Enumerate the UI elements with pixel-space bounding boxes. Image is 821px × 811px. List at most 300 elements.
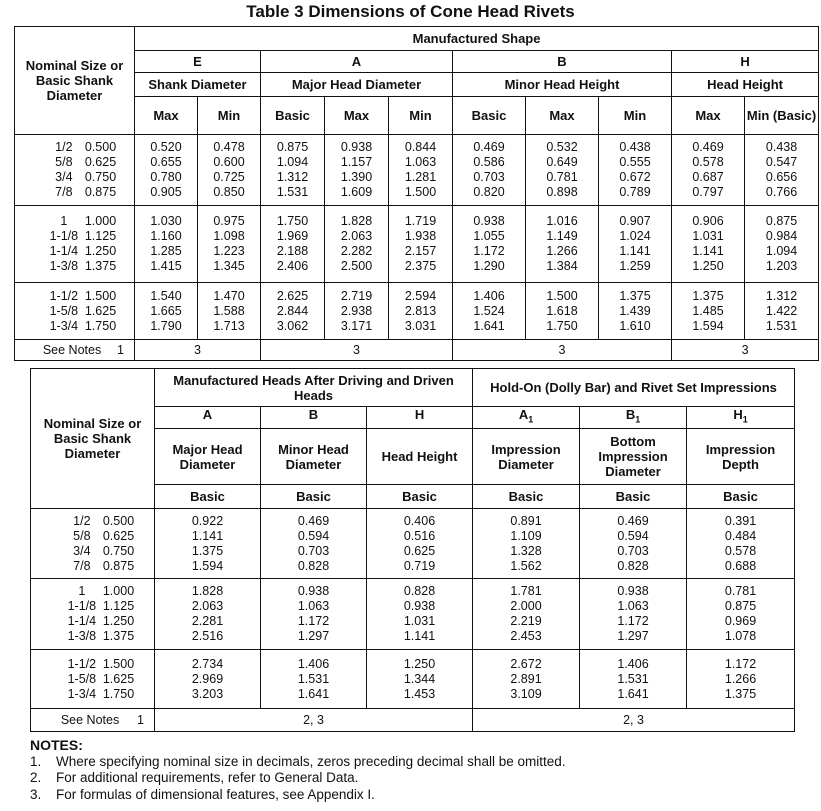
value-cell <box>198 283 261 340</box>
size-line <box>15 170 134 185</box>
value: 0.703 <box>617 543 649 558</box>
size-line <box>15 229 134 244</box>
fraction-size: 1 <box>78 584 86 598</box>
value: 1.290 <box>473 259 505 273</box>
fraction-size: 1-3/4 <box>49 318 79 333</box>
size-line <box>31 629 154 644</box>
value: 1.172 <box>297 614 330 628</box>
subcolumn-header: Basic <box>261 97 325 135</box>
note-item <box>30 754 566 771</box>
value: 1.439 <box>619 303 651 318</box>
value-cell <box>745 206 819 283</box>
value: 0.600 <box>213 155 245 169</box>
value: 2.516 <box>191 629 224 643</box>
col-letter <box>155 407 261 429</box>
value: 2.594 <box>404 288 437 303</box>
notes-heading: NOTES: <box>30 737 83 753</box>
value: 1.031 <box>692 229 724 243</box>
minor-head-height-header: Minor Head Height <box>453 73 672 97</box>
size-line <box>15 214 134 229</box>
value-cell <box>367 650 473 709</box>
value: 1.157 <box>340 155 373 169</box>
value: 3.109 <box>510 686 542 701</box>
decimal-size: 1.250 <box>102 614 135 628</box>
value-cell <box>261 283 325 340</box>
nominal-size-cell <box>15 135 135 206</box>
notes-section <box>30 737 566 803</box>
value-cell <box>745 283 819 340</box>
subcolumn-header: Max <box>672 97 745 135</box>
fraction-size: 7/8 <box>55 185 73 199</box>
value: 2.500 <box>340 259 373 273</box>
see-notes-label: See Notes <box>42 343 102 357</box>
page-title: Table 3 Dimensions of Cone Head Rivets <box>246 2 575 21</box>
fraction-size: 1-1/2 <box>49 288 79 303</box>
value: 0.891 <box>510 513 542 528</box>
value: 1.781 <box>510 584 542 598</box>
value: 0.625 <box>403 543 436 558</box>
fraction-size: 1-1/4 <box>49 244 79 258</box>
value: 0.875 <box>724 599 757 613</box>
value: 2.282 <box>340 244 373 258</box>
value: 1.375 <box>692 288 724 303</box>
fraction-size: 1/2 <box>73 513 91 528</box>
nominal-size-cell <box>31 579 155 650</box>
value-cell <box>599 206 672 283</box>
value: 1.259 <box>619 259 651 273</box>
value: 0.649 <box>546 155 578 169</box>
value: 0.438 <box>765 140 798 154</box>
value-cell <box>599 135 672 206</box>
note-item <box>30 787 566 804</box>
value-cell <box>672 206 745 283</box>
fraction-size: 1-1/2 <box>67 656 97 671</box>
value: 0.484 <box>724 528 757 543</box>
decimal-size: 1.625 <box>84 303 117 318</box>
value: 1.281 <box>404 170 437 184</box>
value-cell <box>473 579 580 650</box>
subcolumn-header: Max <box>325 97 389 135</box>
decimal-size: 0.875 <box>84 185 117 199</box>
value: 2.453 <box>510 629 542 643</box>
col-letter-subscript: 1 <box>742 414 748 425</box>
fraction-size: 1-1/8 <box>49 229 79 243</box>
notes-ref: 3 <box>135 340 261 361</box>
note-item <box>30 770 566 787</box>
value: 1.312 <box>765 288 798 303</box>
value: 1.524 <box>473 303 505 318</box>
value: 1.094 <box>765 244 798 258</box>
value: 0.594 <box>297 528 330 543</box>
decimal-size: 1.125 <box>84 229 117 243</box>
fraction-size: 5/8 <box>55 155 73 169</box>
subcolumn-header: Min <box>389 97 453 135</box>
value: 1.030 <box>150 214 182 228</box>
column-name-header: Impression Diameter <box>473 429 580 485</box>
size-line <box>15 304 134 319</box>
value-cell <box>325 135 389 206</box>
size-group-row <box>31 509 795 579</box>
value-cell <box>135 135 198 206</box>
value: 1.531 <box>297 671 330 686</box>
size-line <box>15 319 134 334</box>
value-cell <box>198 206 261 283</box>
size-line <box>15 244 134 259</box>
subcolumn-header: Basic <box>155 485 261 509</box>
value: 3.171 <box>340 318 373 333</box>
value: 1.172 <box>724 656 757 671</box>
value: 1.828 <box>191 584 224 598</box>
see-notes-label: See Notes <box>60 713 120 727</box>
value-cell <box>261 579 367 650</box>
value: 1.531 <box>617 671 649 686</box>
value-cell <box>453 135 526 206</box>
value: 0.703 <box>473 170 505 184</box>
decimal-size: 0.500 <box>102 513 135 528</box>
nominal-size-cell <box>31 509 155 579</box>
value: 0.844 <box>404 140 437 154</box>
value: 0.578 <box>692 155 724 169</box>
value: 2.938 <box>340 303 373 318</box>
value: 2.281 <box>191 614 224 628</box>
value: 1.266 <box>724 671 757 686</box>
value: 1.384 <box>546 259 578 273</box>
value: 0.703 <box>297 543 330 558</box>
value: 1.078 <box>724 629 757 643</box>
value: 1.098 <box>213 229 245 243</box>
value: 0.820 <box>473 185 505 199</box>
value: 0.516 <box>403 528 436 543</box>
value: 0.547 <box>765 155 798 169</box>
decimal-size: 1.375 <box>102 629 135 643</box>
value: 0.688 <box>724 558 757 573</box>
value: 1.109 <box>510 528 542 543</box>
value: 2.375 <box>404 259 437 273</box>
subcolumn-header: Basic <box>261 485 367 509</box>
value: 1.250 <box>403 656 436 671</box>
value: 1.422 <box>765 303 798 318</box>
value-cell <box>261 509 367 579</box>
value: 1.149 <box>546 229 578 243</box>
value: 1.141 <box>403 629 436 643</box>
value-cell <box>473 650 580 709</box>
value: 0.850 <box>213 185 245 199</box>
value: 1.531 <box>276 185 309 199</box>
value: 1.141 <box>191 528 224 543</box>
col-letter <box>580 407 687 429</box>
value: 1.415 <box>150 259 182 273</box>
decimal-size: 0.750 <box>102 543 135 558</box>
value: 1.375 <box>724 686 757 701</box>
subcolumn-header: Basic <box>367 485 473 509</box>
size-group-row <box>15 135 819 206</box>
value: 1.665 <box>150 303 182 318</box>
notes-ref: 3 <box>261 340 453 361</box>
size-line <box>31 672 154 687</box>
column-name-header: Bottom Impression Diameter <box>580 429 687 485</box>
value-cell <box>453 283 526 340</box>
value-cell <box>687 509 795 579</box>
notes-ref: 2, 3 <box>473 709 795 732</box>
size-line <box>31 529 154 544</box>
value: 0.469 <box>692 140 724 154</box>
value: 2.969 <box>191 671 224 686</box>
value: 1.203 <box>765 259 798 273</box>
value: 1.024 <box>619 229 651 243</box>
value-cell <box>389 206 453 283</box>
size-line <box>31 559 154 574</box>
fraction-size: 3/4 <box>55 170 73 184</box>
value: 0.532 <box>546 140 578 154</box>
see-notes-ref: 1 <box>117 343 124 357</box>
value: 3.062 <box>276 318 309 333</box>
value: 0.438 <box>619 140 651 154</box>
value: 1.297 <box>617 629 649 643</box>
value: 1.470 <box>213 288 245 303</box>
head-height-header: Head Height <box>672 73 819 97</box>
value: 1.500 <box>546 288 578 303</box>
fraction-size: 3/4 <box>73 543 91 558</box>
nominal-size-cell <box>15 206 135 283</box>
col-letter-text: B <box>625 407 636 423</box>
col-letter-text: B <box>308 407 319 423</box>
value: 0.725 <box>213 170 245 184</box>
value: 0.656 <box>765 170 798 184</box>
column-name-header: Major Head Diameter <box>155 429 261 485</box>
size-line <box>15 155 134 170</box>
col-letter-subscript: 1 <box>528 414 534 425</box>
value: 1.345 <box>213 259 245 273</box>
manufactured-shape-table <box>14 26 819 361</box>
value: 0.938 <box>473 214 505 228</box>
value-cell <box>367 509 473 579</box>
value: 1.938 <box>404 229 437 243</box>
shank-diameter-header: Shank Diameter <box>135 73 261 97</box>
value: 1.406 <box>473 288 505 303</box>
size-line <box>31 544 154 559</box>
size-group-row <box>31 650 795 709</box>
nominal-size-cell <box>15 283 135 340</box>
column-name-header: Head Height <box>367 429 473 485</box>
value: 0.780 <box>150 170 182 184</box>
manufactured-shape-header: Manufactured Shape <box>135 27 819 51</box>
column-name-header: Minor Head Diameter <box>261 429 367 485</box>
value-cell <box>672 135 745 206</box>
value-cell <box>599 283 672 340</box>
impressions-header: Hold-On (Dolly Bar) and Rivet Set Impressions <box>473 369 795 407</box>
value: 0.781 <box>724 584 757 598</box>
note-text: Where specifying nominal size in decimals, zeros preceding decimal shall be omitted. <box>56 753 566 769</box>
value: 1.618 <box>546 303 578 318</box>
value-cell <box>453 206 526 283</box>
decimal-size: 1.000 <box>84 214 117 228</box>
value: 1.297 <box>297 629 330 643</box>
value: 1.485 <box>692 303 724 318</box>
subcolumn-header: Max <box>526 97 599 135</box>
note-number: 2. <box>30 770 42 785</box>
value-cell <box>389 283 453 340</box>
value: 0.578 <box>724 543 757 558</box>
value: 1.588 <box>213 303 245 318</box>
value: 0.938 <box>403 599 436 613</box>
fraction-size: 1-1/4 <box>67 614 97 628</box>
see-notes-cell <box>31 709 155 732</box>
decimal-size: 1.750 <box>84 318 117 333</box>
fraction-size: 5/8 <box>73 528 91 543</box>
nominal-size-cell <box>31 650 155 709</box>
value: 0.406 <box>403 513 436 528</box>
value: 0.875 <box>765 214 798 228</box>
value: 2.063 <box>340 229 373 243</box>
value: 1.172 <box>473 244 505 258</box>
value-cell <box>389 135 453 206</box>
value-cell <box>687 579 795 650</box>
value: 1.328 <box>510 543 542 558</box>
value: 0.938 <box>297 584 330 598</box>
notes-ref: 3 <box>453 340 672 361</box>
column-name-header: Impression Depth <box>687 429 795 485</box>
value: 1.969 <box>276 229 309 243</box>
col-letter-text: H <box>414 407 425 423</box>
size-group-row <box>15 283 819 340</box>
value-cell <box>135 206 198 283</box>
size-line <box>15 140 134 155</box>
col-letter-b: B <box>453 51 672 73</box>
value: 0.969 <box>724 614 757 628</box>
value-cell <box>367 579 473 650</box>
size-line <box>31 687 154 702</box>
col-letter <box>367 407 473 429</box>
value: 1.141 <box>619 244 651 258</box>
decimal-size: 0.875 <box>102 558 135 573</box>
value: 1.750 <box>546 318 578 333</box>
value-cell <box>155 509 261 579</box>
nominal-size-header: Nominal Size or Basic Shank Diameter <box>31 369 155 509</box>
size-line <box>15 185 134 200</box>
nominal-size-header: Nominal Size or Basic Shank Diameter <box>15 27 135 135</box>
value: 1.223 <box>213 244 245 258</box>
value: 0.391 <box>724 513 757 528</box>
note-text: For formulas of dimensional features, see Appendix I. <box>56 786 375 802</box>
value: 0.984 <box>765 229 798 243</box>
col-letter-e: E <box>135 51 261 73</box>
subcolumn-header: Min <box>198 97 261 135</box>
value: 1.540 <box>150 288 182 303</box>
value: 0.907 <box>619 214 651 228</box>
value-cell <box>325 283 389 340</box>
note-number: 3. <box>30 786 42 802</box>
size-line <box>15 259 134 274</box>
note-number: 1. <box>30 753 42 769</box>
value: 0.797 <box>692 185 724 199</box>
value: 1.055 <box>473 229 505 243</box>
value: 0.828 <box>617 558 649 573</box>
value: 1.500 <box>404 185 437 199</box>
value: 0.975 <box>213 214 245 228</box>
value: 1.713 <box>213 318 245 333</box>
value: 1.594 <box>692 318 724 333</box>
col-letter-text: A <box>202 407 213 423</box>
value: 2.157 <box>404 244 437 258</box>
value-cell <box>155 650 261 709</box>
value: 0.898 <box>546 185 578 199</box>
value: 0.828 <box>297 558 330 573</box>
value: 1.160 <box>150 229 182 243</box>
value: 0.789 <box>619 185 651 199</box>
subcolumn-header: Basic <box>687 485 795 509</box>
value: 1.063 <box>404 155 437 169</box>
value: 1.594 <box>191 558 224 573</box>
value: 0.520 <box>150 140 182 154</box>
value: 1.344 <box>403 671 436 686</box>
value-cell <box>325 206 389 283</box>
value: 1.094 <box>276 155 309 169</box>
value: 2.719 <box>340 288 373 303</box>
value-cell <box>687 650 795 709</box>
value: 0.938 <box>617 584 649 598</box>
notes-ref: 3 <box>672 340 819 361</box>
value: 1.312 <box>276 170 309 184</box>
value-cell <box>745 135 819 206</box>
decimal-size: 0.625 <box>84 155 117 169</box>
value-cell <box>526 135 599 206</box>
value: 1.063 <box>297 599 330 613</box>
subcolumn-header: Basic <box>580 485 687 509</box>
fraction-size: 1-3/8 <box>67 629 97 643</box>
fraction-size: 1/2 <box>55 140 73 154</box>
value-cell <box>672 283 745 340</box>
value: 0.766 <box>765 185 798 199</box>
size-group-row <box>31 579 795 650</box>
value: 1.250 <box>692 259 724 273</box>
value: 1.031 <box>403 614 436 628</box>
subcolumn-header: Min (Basic) <box>745 97 819 135</box>
value: 2.734 <box>191 656 224 671</box>
value: 0.875 <box>276 140 309 154</box>
value: 0.906 <box>692 214 724 228</box>
value-cell <box>261 206 325 283</box>
decimal-size: 1.125 <box>102 599 135 613</box>
value: 1.641 <box>297 686 330 701</box>
value-cell <box>261 650 367 709</box>
value: 0.555 <box>619 155 651 169</box>
fraction-size: 1-3/4 <box>67 686 97 701</box>
value: 2.063 <box>191 599 224 613</box>
value-cell <box>135 283 198 340</box>
value-cell <box>473 509 580 579</box>
value-cell <box>580 650 687 709</box>
value-cell <box>526 283 599 340</box>
value: 1.406 <box>297 656 330 671</box>
col-letter <box>261 407 367 429</box>
value: 1.266 <box>546 244 578 258</box>
size-line <box>31 584 154 599</box>
value: 1.719 <box>404 214 437 228</box>
value: 1.406 <box>617 656 649 671</box>
value: 1.285 <box>150 244 182 258</box>
major-head-diameter-header: Major Head Diameter <box>261 73 453 97</box>
value: 0.781 <box>546 170 578 184</box>
value: 0.478 <box>213 140 245 154</box>
col-letter-subscript: 1 <box>635 414 641 425</box>
value: 1.375 <box>191 543 224 558</box>
value: 1.453 <box>403 686 436 701</box>
value: 2.672 <box>510 656 542 671</box>
value: 2.188 <box>276 244 309 258</box>
value: 0.469 <box>617 513 649 528</box>
driven-heads-header: Manufactured Heads After Driving and Driven Heads <box>155 369 473 407</box>
subcolumn-header: Basic <box>453 97 526 135</box>
